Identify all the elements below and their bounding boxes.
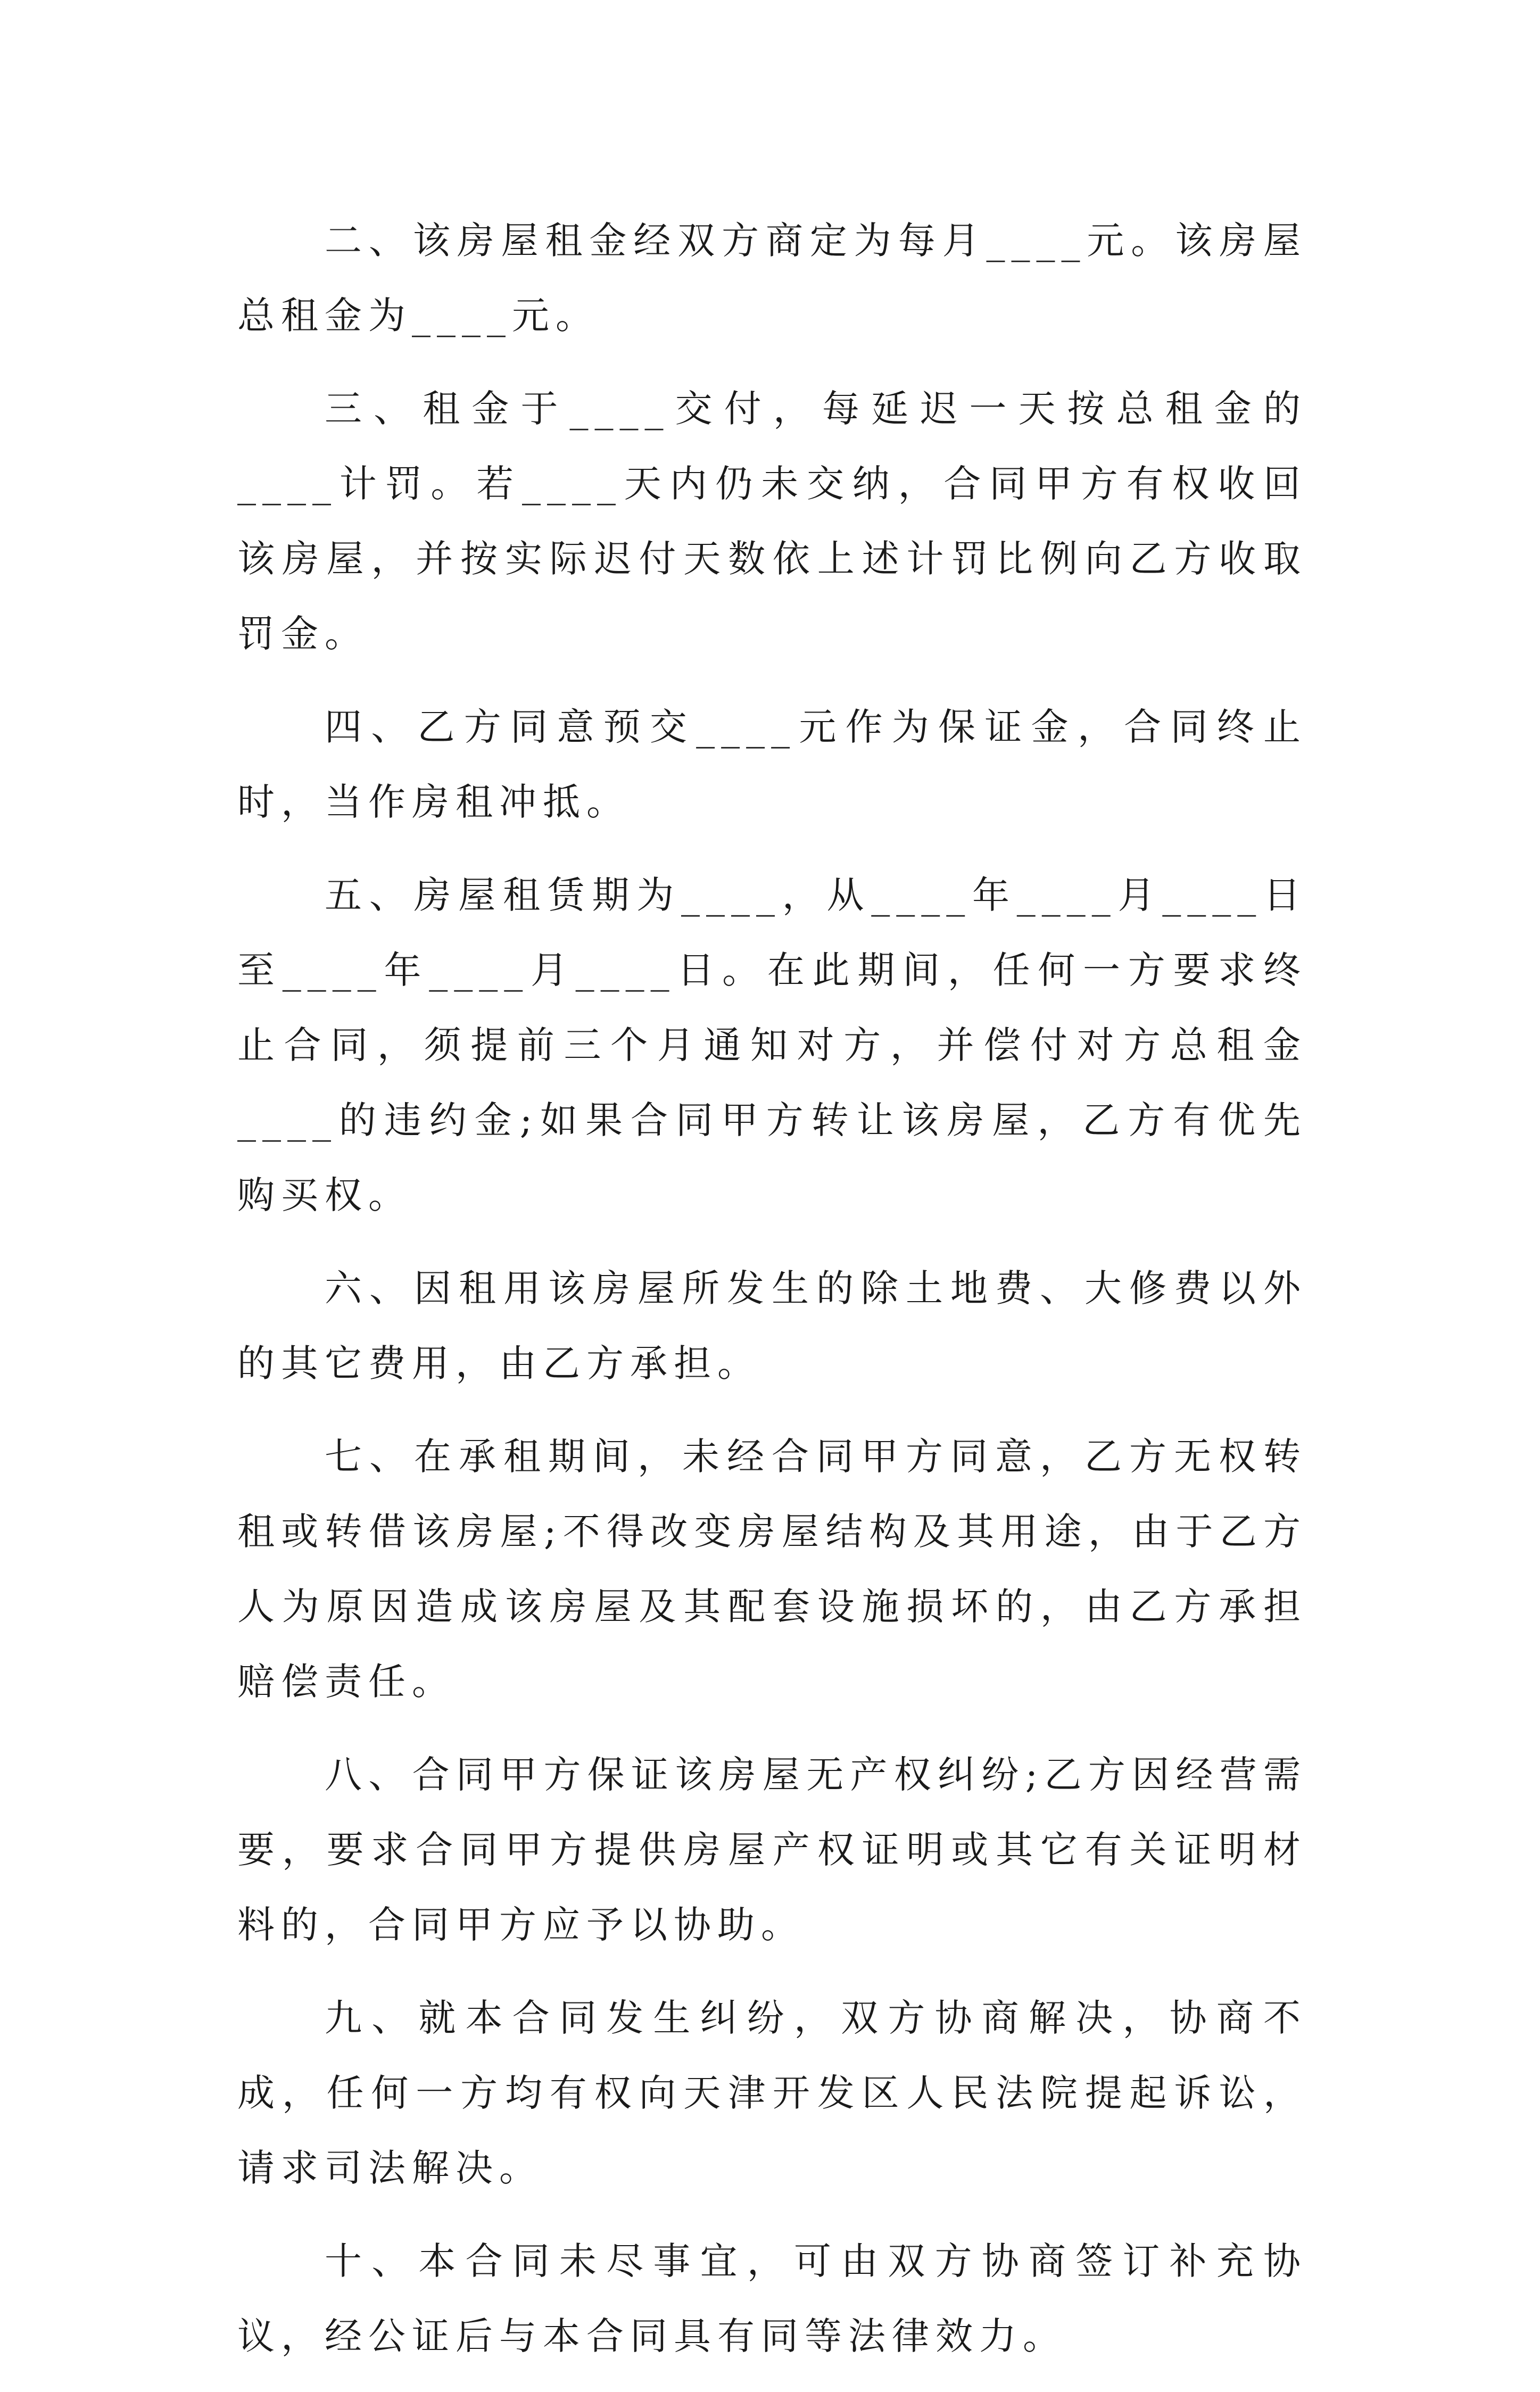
clause-10-paragraph: 十、本合同未尽事宜，可由双方协商签订补充协议，经公证后与本合同具有同等法律效力。 <box>237 2239 1307 2358</box>
clause-6-paragraph: 六、因租用该房屋所发生的除土地费、大修费以外的其它费用，由乙方承担。 <box>237 1267 1307 1385</box>
clause-4-paragraph: 四、乙方同意预交____元作为保证金，合同终止时，当作房租冲抵。 <box>237 705 1307 824</box>
clause-2-paragraph: 二、该房屋租金经双方商定为每月____元。该房屋总租金为____元。 <box>237 219 1307 337</box>
clause-7-paragraph: 七、在承租期间，未经合同甲方同意，乙方无权转租或转借该房屋;不得改变房屋结构及其用途，由于乙方人为原因造成该房屋及其配套设施损坏的，由乙方承担赔偿责任。 <box>237 1435 1307 1703</box>
contract-body <box>237 203 1307 2392</box>
clause-5-paragraph: 五、房屋租赁期为____，从____年____月____日至____年____月____日。在此期间，任何一方要求终止合同，须提前三个月通知对方，并偿付对方总租金____的违约金;如果合同甲方转让该房屋，乙方有优先购买权。 <box>237 873 1307 1217</box>
clause-3-paragraph: 三、租金于____交付，每延迟一天按总租金的____计罚。若____天内仍未交纳，合同甲方有权收回该房屋，并按实际迟付天数依上述计罚比例向乙方收取罚金。 <box>237 387 1307 656</box>
clause-8-paragraph: 八、合同甲方保证该房屋无产权纠纷;乙方因经营需要，要求合同甲方提供房屋产权证明或其它有关证明材料的，合同甲方应予以协助。 <box>237 1753 1307 1947</box>
clause-9-paragraph: 九、就本合同发生纠纷，双方协商解决，协商不成，任何一方均有权向天津开发区人民法院提起诉讼，请求司法解决。 <box>237 1996 1307 2190</box>
